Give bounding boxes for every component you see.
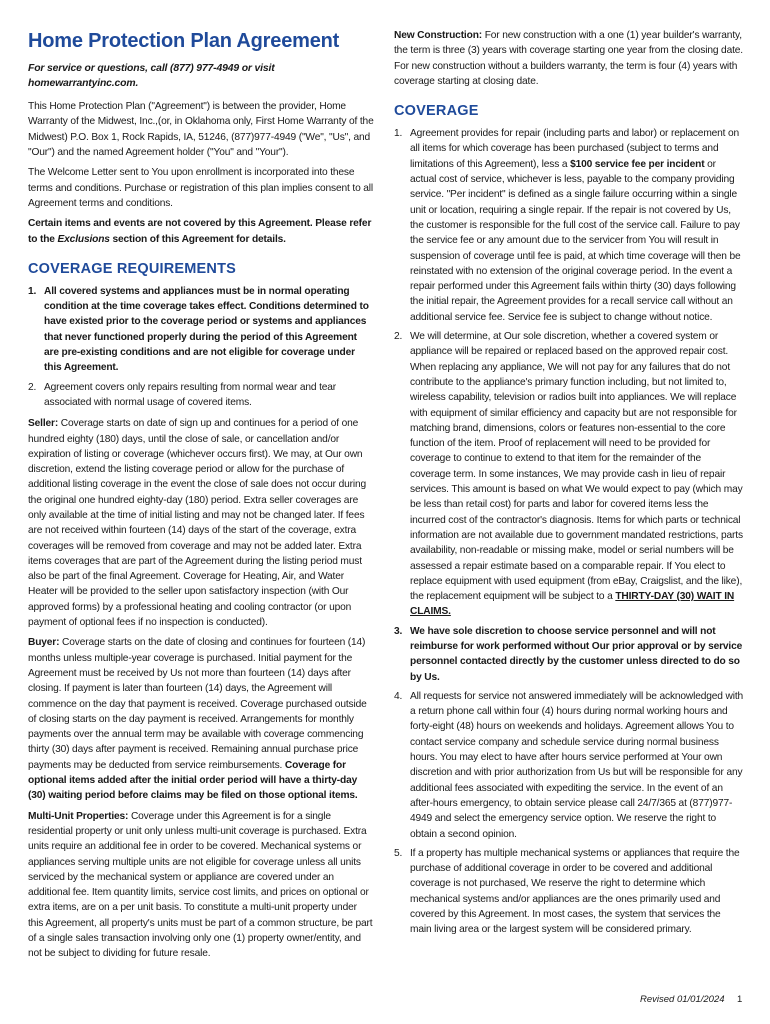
list-number: 4. [394, 690, 403, 702]
coverage-text: Agreement provides for repair (including parts and labor) or replacement on all items for which coverage has been purchased (subject to terms and limitations of this Agreement), less a [410, 128, 740, 170]
intro-paragraph-2: The Welcome Letter sent to You upon enrollment is incorporated into these terms and conditions. Purchase or registration of this plan implies consent to all Agreement terms and conditions. [28, 167, 374, 209]
coverage-text: or actual cost of service, whichever is less, payable to the company providing service. "Per incident" is defined as a single failure occurring within a single unit or location, requiring a single repair. If the repair is not covered by Us, the customer is responsible for the full cost of the service call. Failure to pay the service fee or any amount due to the servicer from You will result in suspension of coverage until fee is paid, at which time coverage will then be reinstated with no extension of the original coverage period. In the event a repair performed under this Agreement fails within thirty (30) days following the initial repair, the Agreement provides for a recall service call without an additional service fee. Service fee is subject to change without notice. [410, 158, 741, 323]
left-column [28, 28, 374, 967]
seller-text: Coverage starts on date of sign up and continues for a period of one hundred eighty (180) days, until the close of sale, or cancellation and/or expiration of listing or coverage (whichever occurs first). We may, at Our own discretion, extend the listing coverage period or allow for the purchase of additional listing coverage in the event the close of sale does not occur during the original one hundred eighty-day (180) period. Extra seller coverages are only available at the time of initial listing and may not be changed later. If fees are not received within fourteen (14) days of the start of the coverage, extra coverages will be removed from coverage and may not be added later. Extra items coverages that are part of the Agreement during the listing period must also be part of the final Agreement. Coverage for Heating, Air, and Water Heater will be provided to the seller upon satisfactory inspection (with Our approved forms) by a professional heating and cooling contractor (or upon payment of optional fees if no inspection is conducted). [28, 418, 366, 629]
exclusions-notice [28, 216, 374, 247]
requirement-text: Agreement covers only repairs resulting from normal wear and tear associated with normal usage of covered items. [44, 381, 337, 408]
buyer-waiting-period-note: Coverage for optional items added after the initial order period will have a thirty-day (30) waiting period before claims may be filed on those optional items. [28, 759, 358, 802]
coverage-text: We have sole discretion to choose service personnel and will not reimburse for work performed without Our prior approval or by service personnel contacted directly by the customer unless directed to do so by Us. [410, 625, 743, 683]
buyer-paragraph [28, 635, 374, 803]
list-number: 1. [28, 285, 37, 297]
coverage-item [394, 689, 744, 842]
wait-in-claims-notice: THIRTY-DAY (30) WAIT IN CLAIMS. [410, 591, 735, 618]
multi-unit-text: Coverage under this Agreement is for a single residential property or unit only unless multi-unit coverage is purchased. Extra units require an additional fee in order to be covered. Mechanical systems or appliances serving multiple units are not eligible for coverage unless all units serviced by the mechanical system or appliance are covered under an additional fee. Item quantity limits, service cost limits, and prices on optional or extra items, are on a per unit basis. To constitute a multi-unit property under this Agreement, all property's units must be part of a common structure, be part of a single sales transaction involving only one (1) property owner/entity, and not be subject to dividing for future resale. [28, 810, 373, 960]
list-number: 1. [394, 128, 403, 140]
multi-unit-label: Multi-Unit Properties: [28, 810, 129, 822]
coverage-item [394, 624, 744, 685]
coverage-requirements-heading: COVERAGE REQUIREMENTS [28, 260, 237, 277]
page-number: 1 [737, 994, 743, 1005]
requirement-item [28, 284, 374, 376]
new-construction-text: For new construction with a one (1) year builder's warranty, the term is three (3) years with coverage starting one year from the closing date. For new construction without a builders warranty, the term is four (4) years with coverage starting at closing date. [394, 30, 743, 87]
multi-unit-paragraph [28, 809, 374, 962]
buyer-label: Buyer: [28, 637, 60, 649]
requirement-item [28, 380, 374, 411]
notice-text-after: section of this Agreement for details. [109, 233, 286, 245]
requirements-list [28, 284, 374, 410]
coverage-list [394, 126, 744, 937]
intro-paragraph-1: This Home Protection Plan ("Agreement") is between the provider, Home Warranty of the Midwest, Inc.,(or, in Oklahoma only, First Home Warranty of the Midwest) P.O. Box 1, Rock Rapids, IA, 51246, (877)977-4949 ("We", "Us", and "Our") and the named Agreement holder ("You" and "Your"). [28, 101, 374, 159]
list-number: 2. [28, 381, 37, 393]
coverage-text: We will determine, at Our sole discretion, whether a covered system or appliance will be repaired or replaced based on the approved repair cost. When replacing any appliance, We will not pay for any failures that do not contribute to the appliance's primary function including, but not limited to, wireless capability, television or radios built into appliances. We will replace with equipment of similar efficiency and capacity but are not responsible for matching brand, dimensions, colors or features non-essential to the core function of the item. Proof of replacement will need to be provided for coverage to continue to extend to that item for the remainder of the coverage term. In some instances, We may provide cash in lieu of repair services. This amount is based on what We would expect to pay (which may be less than retail cost) for parts and labor for covered items less the incurred cost of the contractor's diagnosis. Items for which parts or technical information are not available due to government mandated restrictions, parts availability, non-readable or missing make, model or serial numbers will be assessed a repair estimate based on a comparable repair. If You elect to replace equipment with used equipment (from eBay, Craigslist, and the like), the replacement equipment will be subject to a [410, 331, 743, 603]
coverage-item [394, 126, 744, 325]
service-fee-amount: $100 service fee per incident [570, 158, 705, 170]
revision-date: Revised 01/01/2024 [640, 994, 725, 1005]
notice-exclusions-ref: Exclusions [57, 233, 110, 245]
seller-label: Seller: [28, 418, 59, 430]
coverage-heading: COVERAGE [394, 103, 479, 120]
coverage-item [394, 846, 744, 938]
list-number: 5. [394, 847, 403, 859]
right-column [394, 28, 744, 944]
coverage-text: All requests for service not answered immediately will be acknowledged with a return phone call within four (4) hours during normal working hours and forty-eight (48) hours on weekends and holidays. Agreement allows You to contact service company and schedule service during normal business hours. You may elect to have after hours service performed at Your own discretion and with prior authorization from Us but will be responsible for any additional fees associated with expediting the service. In the event of an after-hours emergency, to obtain service please call 24/7/365 at (877)977-4949 and select the emergency service option. We reserve the right to obtain a second opinion. [410, 690, 744, 840]
notice-text-before: Certain items and events are not covered by this Agreement. Please refer to the [28, 218, 372, 245]
seller-paragraph [28, 416, 374, 630]
list-number: 3. [394, 625, 403, 637]
requirement-text: All covered systems and appliances must be in normal operating condition at the time coverage takes effect. Conditions determined to have existed prior to the coverage period or systems and appliances that never functioned properly during the period of this Agreement are pre-existing conditions and are not eligible for coverage under this Agreement. [44, 285, 369, 374]
coverage-text: If a property has multiple mechanical systems or appliances that require the purchase of additional coverage in order to be covered and additional coverage is not purchased, We reserve the right to determine which mechanical systems and/or appliances are the ones primarily used and covered by this Agreement. In most cases, the system that services the main living area or the largest system will be considered primary. [410, 847, 740, 936]
buyer-text: Coverage starts on the date of closing and continues for fourteen (14) months unless multiple-year coverage is purchased. Initial payment for the Agreement must be received by Us not more than fourteen (14) days after closing. If payment is later than fourteen (14) days, the Agreement will commence on the day that payment is received. Coverage purchased outside of closing starts on the day payment is received. Arrangements for monthly payments over the annual term may be available with coverage commencing thirty (30) days after payment is received. Remaining annual purchase price payments may be deducted from service reimbursements. [28, 637, 367, 771]
new-construction-label: New Construction: [394, 30, 483, 41]
coverage-item [394, 329, 744, 620]
list-number: 2. [394, 331, 403, 343]
new-construction-paragraph [394, 28, 744, 89]
page-title: Home Protection Plan Agreement [28, 30, 340, 52]
service-contact-line: For service or questions, call (877) 977-4949 or visit homewarrantyinc.com. [28, 63, 275, 90]
